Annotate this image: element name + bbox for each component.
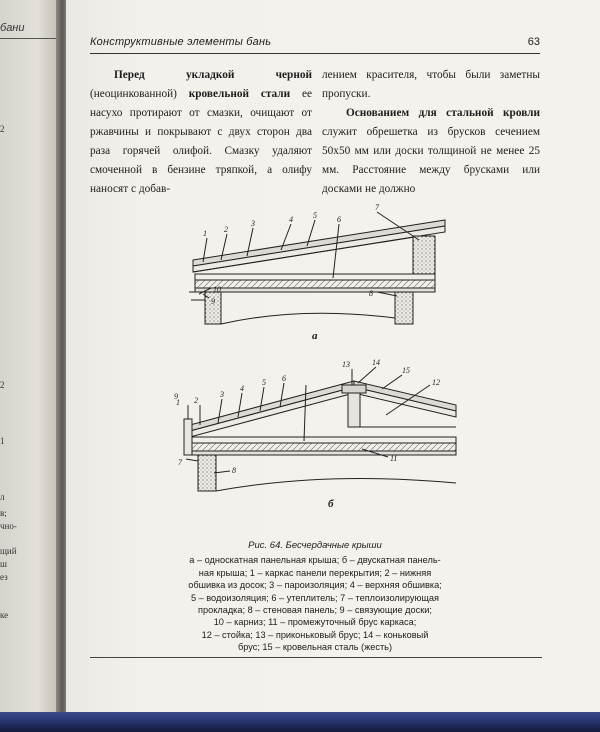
- footer-rule: [90, 657, 542, 658]
- figure-b-label: б: [328, 498, 334, 510]
- roof-boards-layer: [193, 226, 445, 272]
- scanner-bottom-band: [0, 712, 600, 732]
- figure-a-label: а: [312, 330, 318, 342]
- left-page-rule: [0, 38, 58, 39]
- roof-cover-layer: [193, 220, 445, 266]
- callout: 8: [369, 289, 373, 298]
- figure-a-diagram: [181, 196, 471, 326]
- page-number: 63: [527, 36, 540, 48]
- left-page-fragment: л: [0, 492, 5, 502]
- left-page-fragment: 2: [0, 124, 5, 134]
- callout: 3: [251, 219, 255, 228]
- insulation-layer: [192, 443, 456, 451]
- callout: 9: [211, 297, 215, 306]
- callout: 2: [194, 396, 198, 405]
- caption-line: обшивка из досок; 3 – пароизоляция; 4 – верхняя обшивка;: [188, 580, 442, 591]
- panel-top-boards: [192, 437, 456, 443]
- left-page-fragment: ке: [0, 610, 9, 620]
- bold-term: кровельной стали: [188, 88, 291, 100]
- callout: 13: [342, 360, 350, 369]
- text-run: служит обрешетка из брусков сечением 50х50 мм или доски толщиной не менее 25 мм. Расстояние между брусками или досками не должно: [322, 126, 540, 195]
- paragraph: [90, 66, 312, 199]
- callout: 1: [203, 229, 207, 238]
- caption-line: 10 – карниз; 11 – промежуточный брус каркаса;: [213, 617, 417, 628]
- left-page-header: бани: [0, 22, 25, 34]
- callout: 9: [174, 392, 178, 401]
- panel-top-boards: [195, 274, 435, 280]
- wall-panel: [198, 455, 216, 491]
- fascia-boards: [184, 419, 192, 455]
- left-page-fragment: в;: [0, 508, 7, 518]
- caption-line: а – односкатная панельная крыша; б – двускатная панель-: [189, 555, 441, 566]
- panel-bottom-boards: [192, 451, 456, 455]
- figure-caption: [90, 540, 540, 654]
- callout: 1: [176, 398, 180, 407]
- paragraph: [322, 104, 540, 199]
- ridge-post: [348, 393, 360, 427]
- caption-line: прокладка; 8 – стеновая панель; 9 – связующие доски;: [198, 605, 432, 616]
- break-line: [216, 479, 456, 492]
- header-rule: [90, 53, 540, 54]
- text-run: ее насухо протирают от смазки, очищают от ржавчины и покрывают с двух сторон два раза горячей олифой. Смазку удаляют смоченной в бензине тряпкой, а олифу наносят с добав-: [90, 88, 312, 195]
- break-line: [221, 313, 395, 324]
- callout: 5: [262, 378, 266, 387]
- cornice: [189, 292, 205, 300]
- left-page-fragment: ез: [0, 572, 8, 582]
- callout: 7: [375, 203, 379, 212]
- callout: 7: [178, 458, 182, 467]
- roof-left-boards: [190, 387, 354, 437]
- caption-line: 5 – водоизоляция; 6 – утеплитель; 7 – теплоизолирующая: [190, 592, 440, 603]
- callout: 2: [224, 225, 228, 234]
- callout: 8: [232, 466, 236, 475]
- figure-b-diagram: [166, 355, 466, 495]
- callout: 10: [213, 285, 221, 294]
- caption-line: 12 – стойка; 13 – приконьковый брус; 14 – коньковый: [201, 629, 429, 640]
- bold-lead: Перед укладкой черной: [114, 69, 312, 81]
- callout: 15: [402, 366, 410, 375]
- text-run: (неоцинкованной): [90, 88, 189, 100]
- left-page-edge: [0, 0, 62, 712]
- bold-lead: Основанием для стальной кровли: [346, 107, 540, 119]
- callout: 14: [372, 358, 380, 367]
- callout: 11: [390, 454, 398, 463]
- left-page-fragment: 1: [0, 436, 5, 446]
- header-title: Конструктивные элементы бань: [90, 36, 272, 48]
- left-page-fragment: ш: [0, 559, 7, 569]
- caption-line: брус; 15 – кровельная сталь (жесть): [237, 642, 393, 653]
- left-page-fragment: чно-: [0, 521, 17, 531]
- roof-left-slope: [190, 381, 354, 431]
- book-page: [66, 0, 600, 712]
- callout: 12: [432, 378, 440, 387]
- callout: 6: [282, 374, 286, 383]
- insulating-pad: [413, 236, 435, 274]
- ridge-beam: [342, 385, 366, 393]
- panel-bottom-boards: [195, 288, 435, 292]
- callout: 4: [240, 384, 244, 393]
- wall-panel-right: [395, 292, 413, 324]
- paragraph: лением красителя, чтобы были заметны пропуски.: [322, 69, 540, 100]
- left-page-fragment: щий: [0, 546, 17, 556]
- left-page-fragment: 2: [0, 380, 5, 390]
- callout: 4: [289, 215, 293, 224]
- caption-line: ная крыша; 1 – каркас панели перекрытия; 2 – нижняя: [198, 567, 432, 578]
- caption-title: Рис. 64. Бесчердачные крыши: [248, 540, 382, 551]
- callout: 6: [337, 215, 341, 224]
- callout: 3: [220, 390, 224, 399]
- text-column-left: [90, 66, 312, 199]
- insulation-layer: [195, 280, 435, 288]
- text-column-right: [322, 66, 540, 199]
- callout: 5: [313, 211, 317, 220]
